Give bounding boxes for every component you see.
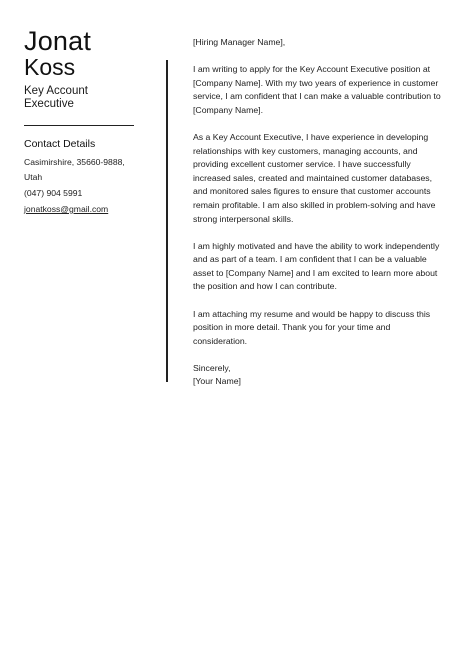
letter-paragraph: I am writing to apply for the Key Account Executive position at [Company Name]. With my two years of experience in customer service, I am confident that I can make a valuable contribution to [Company Name]. <box>193 64 441 115</box>
sidebar-divider <box>24 125 134 126</box>
contact-address: Casimirshire, 35660-9888, Utah <box>24 157 125 182</box>
letter-paragraph: I am attaching my resume and would be happy to discuss this position in more detail. Thank you for your time and consideration. <box>193 308 431 346</box>
contact-phone: (047) 904 5991 <box>24 188 83 198</box>
contact-details <box>24 155 136 217</box>
first-name: Jonat <box>24 26 92 56</box>
salutation: [Hiring Manager Name], <box>193 37 286 47</box>
letter-paragraph: As a Key Account Executive, I have experience in developing relationships with key customers, managing accounts, and providing excellent customer service. I have successfully increased sales, created and maintained customer databases, and monitored sales figures to ensure that customer accounts remain profitable. I am also skilled in problem-solving and have strong interpersonal skills. <box>193 131 436 224</box>
sidebar <box>24 28 136 217</box>
contact-heading: Contact Details <box>24 138 96 150</box>
letter-paragraph: I am highly motivated and have the ability to work independently and as part of a team. I am confident that I can be a valuable asset to [Company Name] and I am excited to learn more about the position and how I can contribute. <box>193 240 440 292</box>
contact-email-link[interactable]: jonatkoss@gmail.com <box>24 204 109 214</box>
signature: [Your Name] <box>193 376 241 387</box>
last-name: Koss <box>24 54 76 80</box>
job-title: Key Account Executive <box>24 85 88 110</box>
vertical-divider <box>166 60 168 382</box>
closing: Sincerely, <box>193 362 231 373</box>
letter-body <box>193 36 443 389</box>
